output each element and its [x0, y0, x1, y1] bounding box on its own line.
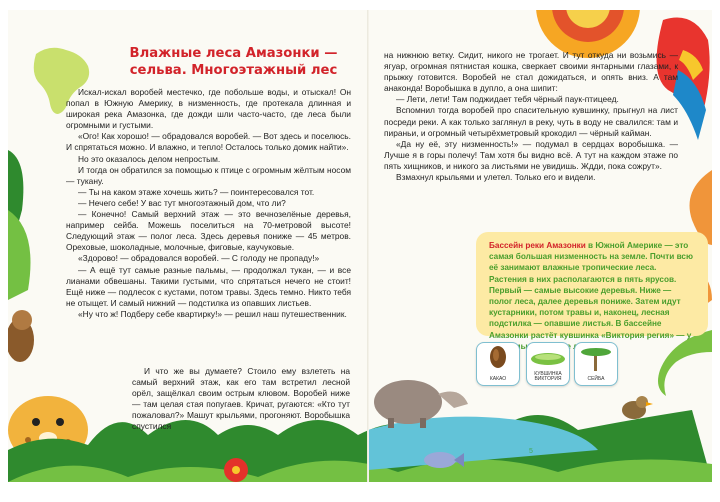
card-label: СЕЙБА — [587, 376, 605, 383]
paragraph: И тогда он обратился за помощью к птице с огромным жёлтым носом — тукану. — [66, 164, 351, 186]
info-body: в Южной Америке — это самая большая низменность на земле. Почти всю её занимают влажные тропические леса. Растения в них располагаются в пять ярусов. Первый — самые высокие деревья. Ниже — полог леса, далее деревья пониже. Затем идут кустарники, потом травы и, наконец, лесная подстилка — опавшие листья. В бассейне Амазонки растёт кувшинка «Виктория регия» — у — [489, 241, 693, 340]
paragraph: — Конечно! Самый верхний этаж — это вечнозелёные деревья, например сейба. Можешь поселиться на 70-метровой высоте! Следующий этаж — полог леса. Здесь деревья пониже — 45 метров. Ореховые, шоколадные, молочные, фиговые, каучуковые. — [66, 209, 351, 253]
paragraph: на нижнюю ветку. Сидит, никого не трогает. И тут откуда ни возьмись — ягуар, огромная пятнистая кошка, сверкает своими янтарными глазами, к прыжку готовится. Воробей не стал дожидаться, и опять вниз. А там анаконда! Воробышка в дупло, а она шипит: — [384, 50, 678, 94]
paragraph: Вспомнил тогда воробей про спасительную кувшинку, прыгнул на лист посреди реки. А как только заглянул в реку, чуть в воду не свалился: там и пираньи, и огромный четырёхметровый крокодил — чёрный кайман. — [384, 105, 678, 138]
left-page-text — [66, 87, 351, 320]
info-highlight: Бассейн реки Амазонки — [489, 241, 586, 250]
bird — [622, 396, 653, 419]
paragraph: «Ого! Как хорошо! — обрадовался воробей. — Вот здесь и поселюсь. И спрятаться можно. И влажно, и тепло! Осталось только домик найти». — [66, 131, 351, 153]
card-ceiba — [574, 342, 618, 386]
card-label: КУВШИНКА ВИКТОРИЯ — [534, 370, 562, 383]
paragraph: «Да ну её, эту низменность!» — подумал в сердцах воробышка. — Лучше я в горы полечу! Там хотя бы видно всё. А тут на каждом этаже по пять хищников, и никого за листьями не увидишь. Ждди, пока сожрут». — [384, 138, 678, 171]
cocoa-icon — [477, 343, 519, 373]
paragraph: Искал-искал воробей местечко, где побольше воды, и отыскал! Он попал в Южную Америку, в низменность, где протекала длинная и широкая река Амазонка, где дожди шли часто-часто, где леса были огромными и густыми. — [66, 87, 351, 131]
paragraph: — Нечего себе! У вас тут многоэтажный дом, что ли? — [78, 197, 286, 208]
ceiba-tree-icon — [575, 343, 617, 373]
left-page-text-bottom — [132, 366, 350, 433]
paragraph: — Ты на каком этаже хочешь жить? — поинтересовался тот. — [78, 186, 315, 197]
water-lily-icon — [527, 343, 569, 373]
info-box-text — [489, 240, 695, 352]
card-cocoa — [476, 342, 520, 386]
card-label: КАКАО — [489, 376, 507, 383]
book-gutter — [367, 10, 369, 482]
red-flower — [224, 458, 248, 482]
paragraph: Взмахнул крыльями и улетел. Только его и видели. — [396, 172, 596, 183]
monkey — [8, 310, 34, 362]
paragraph: «Ну что ж! Подберу себе квартирку!» — решил наш путешественник. — [78, 308, 347, 319]
card-water-lily — [526, 342, 570, 386]
paragraph: И что же вы думаете? Стоило ему взлететь на самый верхний этаж, как его там встретил лесной орёл, защёлкал своим острым клювом. Воробей ниже — там целая стая попугаев. Кричат, ругаются: «Кто тут пожаловал?» Машут крыльями, прогоняют. Воробышка спустился — [132, 366, 350, 432]
paragraph: Но это оказалось делом непростым. — [78, 153, 221, 164]
book-spread — [8, 10, 712, 482]
paragraph: «Здорово! — обрадовался воробей. — С голоду не пропаду!» — [78, 253, 320, 264]
chapter-title: Влажные леса Амазонки — сельва. Многоэтажный лес — [129, 46, 338, 78]
right-page-text — [384, 50, 678, 183]
page-number: 5 — [529, 448, 533, 455]
paragraph: — Лети, лети! Там поджидает тебя чёрный паук-птицеед. — [396, 94, 619, 105]
paragraph: — А ещё тут самые разные пальмы, — продолжал тукан, — и все лианами обвешаны. Такими густыми, что спрятаться нечего не стоит! Ещё ниже — подлесок с кустами, потом травы. Здесь темно. Никто тебя не отыщет. И самый нижний — подстилка из опавших листьев. — [66, 264, 351, 308]
